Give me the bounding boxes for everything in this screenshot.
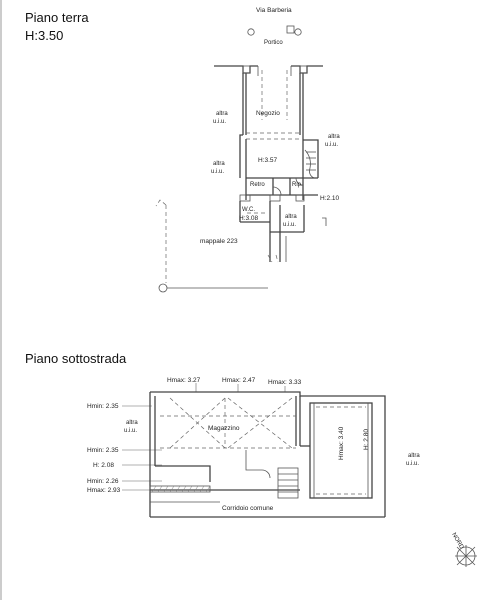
gf-left-unit-2: altra bbox=[213, 161, 225, 167]
gf-wc-label: W.C. bbox=[242, 207, 255, 213]
gf-height-308: H:3.08 bbox=[239, 215, 259, 222]
gf-left-unit-1: altra bbox=[216, 111, 228, 117]
gf-left-unit-1b: u.i.u. bbox=[213, 119, 227, 125]
gf-rip-label: Rip. bbox=[292, 182, 303, 188]
bs-right-unit: altra bbox=[408, 453, 420, 459]
gf-bottom-unit-b: u.i.u. bbox=[283, 222, 297, 228]
bs-hmax-340: Hmax: 3.40 bbox=[338, 426, 345, 460]
gf-parcel-label: mappale 223 bbox=[200, 238, 238, 245]
north-label: NORD bbox=[450, 532, 465, 551]
bs-hmax-247: Hmax: 2.47 bbox=[222, 377, 256, 384]
ground-floor-title: Piano terra bbox=[25, 10, 89, 25]
bs-hmax-327: Hmax: 3.27 bbox=[167, 377, 201, 384]
basement-plan bbox=[150, 392, 385, 517]
gf-bottom-unit: altra bbox=[285, 214, 297, 220]
gf-right-unit-b: u.i.u. bbox=[325, 142, 339, 148]
bs-hmax-333: Hmax: 3.33 bbox=[268, 379, 302, 386]
bs-h-280: H: 2.80 bbox=[363, 429, 370, 450]
basement-heights bbox=[87, 377, 370, 494]
bs-left-unit: altra bbox=[126, 420, 138, 426]
bs-h-208: H: 2.08 bbox=[93, 462, 114, 469]
basement-leaders bbox=[122, 383, 285, 490]
pillar-symbol bbox=[287, 26, 294, 33]
ground-floor-plan bbox=[214, 66, 326, 262]
gf-shop-label: Negozio bbox=[256, 110, 280, 117]
basement-title: Piano sottostrada bbox=[25, 351, 127, 366]
portico-label: Portico bbox=[264, 40, 283, 46]
bs-right-unit-b: u.i.u. bbox=[406, 461, 420, 467]
bs-left-unit-b: u.i.u. bbox=[124, 428, 138, 434]
column-symbol-left bbox=[248, 29, 254, 35]
gf-right-unit: altra bbox=[328, 134, 340, 140]
bs-hmin-235b: Hmin: 2.35 bbox=[87, 447, 119, 454]
ground-floor-height: H:3.50 bbox=[25, 28, 64, 43]
corridor-wall-hatch bbox=[152, 486, 210, 492]
bs-storage-label: Magazzino bbox=[208, 425, 240, 432]
parcel-boundary bbox=[156, 200, 268, 292]
north-arrow bbox=[450, 532, 477, 567]
bs-hmin-235a: Hmin: 2.35 bbox=[87, 403, 119, 410]
gf-retro-label: Retro bbox=[250, 182, 265, 188]
bs-hmin-226: Hmin: 2.26 bbox=[87, 478, 119, 485]
bs-hmax-293: Hmax: 2.93 bbox=[87, 487, 121, 494]
bs-corridor-label: Corridoio comune bbox=[222, 505, 274, 512]
gf-left-unit-2b: u.i.u. bbox=[211, 169, 225, 175]
column-symbol-right bbox=[295, 29, 301, 35]
gf-height-210: H:2.10 bbox=[320, 195, 340, 202]
gf-height-357: H:3.57 bbox=[258, 157, 278, 164]
street-label: Via Barberia bbox=[256, 7, 292, 14]
